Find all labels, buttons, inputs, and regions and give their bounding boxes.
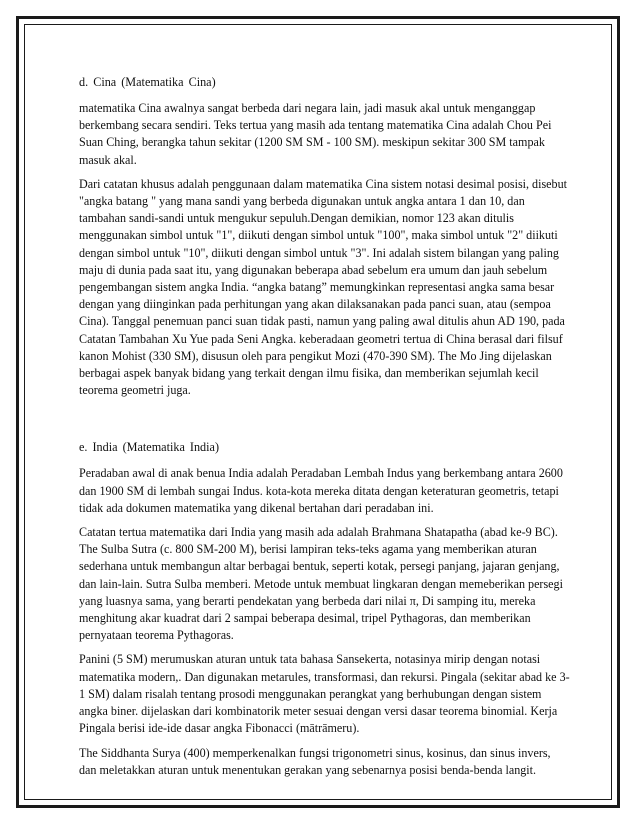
section-spacer [79,406,571,439]
paragraph: Dari catatan khusus adalah penggunaan dalam matematika Cina sistem notasi desimal posisi, disebut "angka batang " yang mana sandi yang berbeda digunakan untuk angka antara 1 dan 10, dan tambahan sandi-sandi untuk mengukur sepuluh.Dengan demikian, nomor 123 akan ditulis menggunakan simbol untuk "1", diikuti dengan simbol untuk "100", maka simbol untuk "2" diikuti dengan simbol untuk "10", diikuti dengan simbol untuk "3". Ini adalah sistem bilangan yang paling maju di dunia pada saat itu, yang digunakan beberapa abad sebelum era umum dan jauh sebelum pengembangan sistem angka India. “angka batang” memungkinkan representasi angka sama besar dengan yang diinginkan pada perhitungan yang akan dilaksanakan pada panci suan, atau (sempoa Cina). Tanggal penemuan panci suan tidak pasti, namun yang paling awal ditulis ahun AD 190, pada Catatan Tambahan Xu Yue pada Seni Angka. keberadaan geometri tertua di China berasal dari filsuf kanon Mohist (330 SM), disusun oleh para pengikut Mozi (470-390 SM). The Mo Jing dijelaskan berbagai aspek banyak bidang yang terkait dengan ilmu fisika, dan memberikan sejumlah kecil teorema geometri juga. [79,176,567,398]
paragraph: Catatan tertua matematika dari India yang masih ada adalah Brahmana Shatapatha (abad ke-9 BC). The Sulba Sutra (c. 800 SM-200 M), berisi lampiran teks-teks agama yang memberikan aturan sederhana untuk membangun altar berbagai bentuk, seperti kotak, persegi panjang, jajaran genjang, dan lain-lain. Sutra Sulba memberi. Metode untuk membuat lingkaran dengan memeberikan persegi yang luasnya sama, yang berarti pendekatan yang berbeda dari nilai π, Di samping itu, mereka menghitung akar kuadrat dari 2 sampai beberapa desimal, tripel Pythagoras, dan memberikan pernyataan teorema Pythagoras. [79,525,563,643]
paragraph: Peradaban awal di anak benua India adalah Peradaban Lembah Indus yang berkembang antara 2600 dan 1900 SM di lembah sungai Indus. kota-kota mereka ditata dengan keteraturan geometris, tetapi tidak ada dokumen matematika yang dikenal bertahan dari peradaban ini. [79,466,563,515]
paragraph: Panini (5 SM) merumuskan aturan untuk tata bahasa Sansekerta, notasinya mirip dengan notasi matematika modern,. Dan digunakan metarules, transformasi, dan rekursi. Pingala (sekitar abad ke 3-1 SM) dalam risalah tentang prosodi menggunakan perangkat yang berhubungan dengan sistem angka biner. dijelaskan dari kombinatorik meter sesuai dengan versi dasar teorema binomial. Kerja Pingala berisi ide-ide dasar angka Fibonacci (mātrāmeru). [79,652,570,736]
paragraph: matematika Cina awalnya sangat berbeda dari negara lain, jadi masuk akal untuk menganggap berkembang secara sendiri. Teks tertua yang masih ada tentang matematika Cina adalah Chou Pei Suan Ching, berangka tahun sekitar (1200 SM SM - 100 SM). meskipun sekitar 300 SM tampak masuk akal. [79,101,552,167]
section-heading-india: e. India (Matematika India) [79,440,220,455]
section-heading-cina: d. Cina (Matematika Cina) [79,75,216,89]
paragraph: The Siddhanta Surya (400) memperkenalkan fungsi trigonometri sinus, kosinus, dan sinus invers, dan meletakkan aturan untuk menentukan gerakan yang sebenarnya posisi benda-benda langit. [79,745,551,777]
document-body [79,74,571,786]
